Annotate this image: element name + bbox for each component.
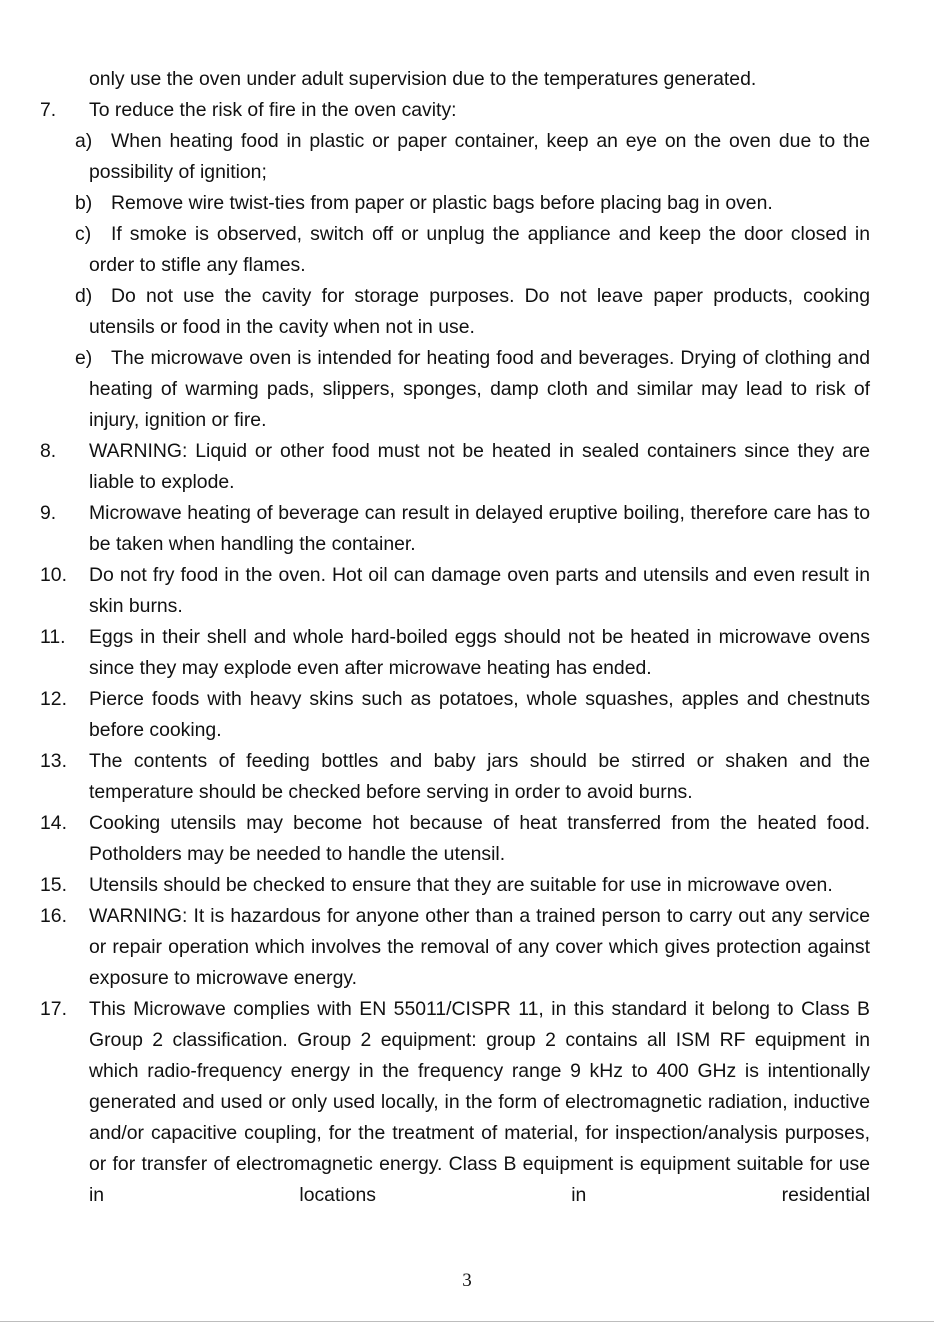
item-number: 8. <box>40 440 57 462</box>
subitem-e <box>40 343 870 436</box>
intro-text: only use the oven under adult supervision due to the temperatures generated. <box>89 68 757 90</box>
item-text: Pierce foods with heavy skins such as potatoes, whole squashes, apples and chestnuts before cooking. <box>89 688 870 741</box>
bottom-divider <box>0 1321 934 1322</box>
item-number: 7. <box>40 99 57 121</box>
item-number: 16. <box>40 905 67 927</box>
item-number: 9. <box>40 502 57 524</box>
subitem-label: c) <box>75 223 92 245</box>
item-text: Utensils should be checked to ensure that they are suitable for use in microwave oven. <box>89 874 833 896</box>
subitem-label: e) <box>75 347 93 369</box>
instructions-body <box>40 64 870 1211</box>
intro-line <box>40 64 870 95</box>
item-text: The contents of feeding bottles and baby jars should be stirred or shaken and the temperature should be checked before serving in order to avoid burns. <box>89 750 870 803</box>
item-text: Cooking utensils may become hot because of heat transferred from the heated food. Potholders may be needed to handle the utensil. <box>89 812 870 865</box>
subitem-a <box>40 126 870 188</box>
item-text: Microwave heating of beverage can result in delayed eruptive boiling, therefore care has to be taken when handling the container. <box>89 502 870 555</box>
subitem-text: Do not use the cavity for storage purposes. Do not leave paper products, cooking utensils or food in the cavity when not in use. <box>89 285 870 338</box>
subitem-label: b) <box>75 192 93 214</box>
list-item-13 <box>40 746 870 808</box>
item-text: This Microwave complies with EN 55011/CISPR 11, in this standard it belong to Class B Group 2 classification. Group 2 equipment: group 2 contains all ISM RF equipment in which radio-frequency energy in the frequency range 9 kHz to 400 GHz is intentionally generated and used or only used locally, in the form of electromagnetic radiation, inductive and/or capacitive coupling, for the treatment of material, for inspection/analysis purposes, or for transfer of electromagnetic energy. Class B equipment is equipment suitable for use in locations in residential <box>89 998 870 1206</box>
list-item-14 <box>40 808 870 870</box>
list-item-9 <box>40 498 870 560</box>
item-number: 15. <box>40 874 67 896</box>
item-number: 11. <box>40 626 66 648</box>
list-item-11 <box>40 622 870 684</box>
item-text: WARNING: Liquid or other food must not be heated in sealed containers since they are liable to explode. <box>89 440 870 493</box>
subitem-text: When heating food in plastic or paper container, keep an eye on the oven due to the possibility of ignition; <box>89 130 870 183</box>
list-item-10 <box>40 560 870 622</box>
list-item-17 <box>40 994 870 1211</box>
subitem-text: If smoke is observed, switch off or unplug the appliance and keep the door closed in order to stifle any flames. <box>89 223 870 276</box>
subitem-d <box>40 281 870 343</box>
item-number: 13. <box>40 750 67 772</box>
list-item-7 <box>40 95 870 126</box>
item-text: Do not fry food in the oven. Hot oil can damage oven parts and utensils and even result in skin burns. <box>89 564 870 617</box>
list-item-16 <box>40 901 870 994</box>
subitem-text: Remove wire twist-ties from paper or plastic bags before placing bag in oven. <box>111 192 773 214</box>
subitem-label: d) <box>75 285 93 307</box>
item-text: WARNING: It is hazardous for anyone other than a trained person to carry out any service or repair operation which involves the removal of any cover which gives protection against exposure to microwave energy. <box>89 905 870 989</box>
subitem-label: a) <box>75 130 93 152</box>
list-item-15 <box>40 870 870 901</box>
subitem-text: The microwave oven is intended for heating food and beverages. Drying of clothing and heating of warming pads, slippers, sponges, damp cloth and similar may lead to risk of injury, ignition or fire. <box>89 347 870 431</box>
item-text: To reduce the risk of fire in the oven cavity: <box>89 99 457 121</box>
subitem-b <box>40 188 870 219</box>
item-text: Eggs in their shell and whole hard-boiled eggs should not be heated in microwave ovens since they may explode even after microwave heating has ended. <box>89 626 870 679</box>
page-number: 3 <box>462 1270 472 1291</box>
item-number: 12. <box>40 688 67 710</box>
subitem-c <box>40 219 870 281</box>
item-number: 14. <box>40 812 67 834</box>
item-number: 17. <box>40 998 67 1020</box>
list-item-8 <box>40 436 870 498</box>
item-number: 10. <box>40 564 67 586</box>
list-item-12 <box>40 684 870 746</box>
